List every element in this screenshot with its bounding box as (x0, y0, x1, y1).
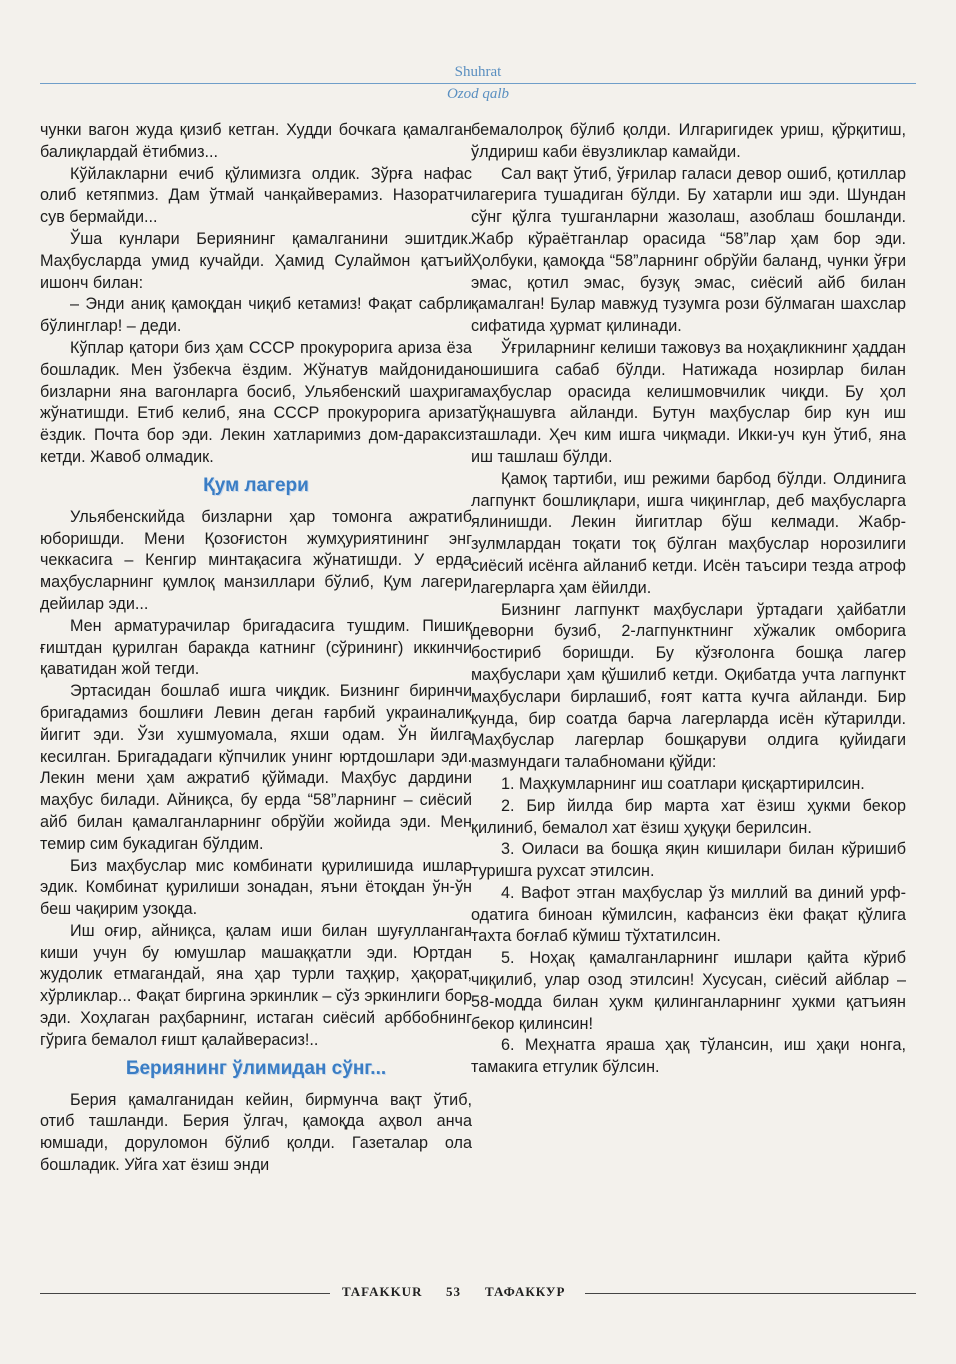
paragraph: чунки вагон жуда қизиб кетган. Худди бочкага қамалган балиқлардай ётибмиз... (40, 121, 472, 161)
paragraph: Ульябенскийда бизларни ҳар томонга ажратиб юборишди. Мени Қозоғистон жумҳуриятининг энг чеккасига – Кенгир минтақасига жўнатишди. У ерда маҳбусларнинг қумлоқ манзиллари бўлиб, Қум лагери дейилар эди... (40, 507, 472, 613)
paragraph: Иш оғир, айниқса, қалам иши билан шуғулланган киши учун бу юмушлар машаққатли эди. Юртдан жудолик етмагандай, яна ҳар турли таҳқир, ҳақорат, хўрликлар... Фақат биргина эркинлик – сўз эркинлиги бор эди. Хоҳлаган раҳбарнинг, истаган сиёсий арббобнинг гўрига бемалол ғишт қалайверасиз!.. (40, 921, 472, 1049)
header-author: Shuhrat (454, 64, 502, 80)
paragraph: Берия қамалганидан кейин, бирмунча вақт ўтиб, отиб ташланди. Берия ўлгач, қамоқда аҳвол анча юмшади, доруломон бўлиб қолди. Газеталар ола бошладик. Уйга хат ёзиш энди (40, 1090, 472, 1175)
section-heading: Бериянинг ўлимидан сўнг... (125, 1057, 387, 1079)
list-item: 2. Бир йилда бир марта хат ёзиш ҳукми бекор қилиниб, бемалол хат ёзиш ҳуқуқи берилсин. (471, 796, 906, 837)
running-footer (40, 1283, 916, 1303)
list-item: 6. Меҳнатга яраша ҳақ тўлансин, иш ҳақи нонга, тамакига етгулик бўлсин. (471, 1036, 906, 1077)
page-number: 53 (446, 1284, 461, 1299)
paragraph: Биз маҳбуслар мис комбинати қурилишида ишлар эдик. Комбинат қурилиши зонадан, яъни ётоқдан ўн-ўн беш чақирим узоқда. (40, 856, 472, 919)
paragraph: Кўйлакларни ечиб қўлимизга олдик. Зўрға нафас олиб кетяпмиз. Дам ўтмай чанқайверамиз. Назоратчи сув бермайди... (40, 164, 472, 227)
paragraph: – Энди аниқ қамоқдан чиқиб кетамиз! Фақат сабрли бўлинглар! – деди. (40, 295, 472, 336)
left-column (40, 120, 472, 1177)
paragraph: Бизнинг лагпункт маҳбуслари ўртадаги ҳайбатли деворни бузиб, 2-лагпунктнинг хўжалик омборига бостириб боришди. Бу кўзғолонга бошқа лагер маҳбуслари ҳам қўшилиб кетди. Оқибатда учта лагпункт маҳбуслари бирлашиб, ғоят катта кучга айланди. Бир кунда, бир соатда барча лагерларда исён кўтарилди. Маҳбуслар лагерлар бошқаруви олдига қуйидаги мазмундаги талабномани қўйди: (471, 600, 906, 772)
section-heading: Қум лагери (203, 474, 309, 496)
paragraph: Мен арматурачилар бригадасига тушдим. Пишиқ ғиштдан қурилган баракда катнинг (сўрининг) иккинчи қаватидан жой тегди. (40, 616, 472, 679)
list-item: 4. Вафот этган маҳбуслар ўз миллий ва диний урф-одатига биноан кўмилсин, кафансиз ёки фақат қўлига тахта боғлаб кўмиш тўхтатилсин. (471, 883, 906, 946)
paragraph: Ўғриларнинг келиши тажовуз ва ноҳақликнинг ҳаддан ошишига сабаб бўлди. Натижада нозирлар билан маҳбуслар орасида келишмовчилик чиқди. Бу ҳол тўқнашувга айланди. Бутун маҳбуслар бир кун иш ташлади. Ҳеч ким ишга чиқмади. Икки-уч кун ўтиб, яна иш ташлаш бўлди. (471, 338, 906, 466)
right-column (471, 120, 906, 1079)
paragraph: Сал вақт ўтиб, ўғрилар галаси девор ошиб, қотиллар лагерига тушадиган бўлди. Бу хатарли иш эди. Шундан сўнг қўлга тушганларни жазолаш, азоблаш бошланди. Жабр кўраётганлар орасида “58”лар ҳам бор эди. Ҳолбуки, қамоқда “58”ларнинг обрўйи баланд, чунки ўғри эмас, қотил эмас, бузуқ эмас, сиёсий айб билан қамалган! Булар мавжуд тузумга рози бўлмаган шахслар сифатида ҳурмат қилинади. (471, 164, 906, 336)
list-item: 5. Ноҳақ қамалганларнинг ишлари қайта кўриб чиқилиб, улар озод этилсин! Хусусан, сиёсий айблар – 58-модда билан ҳукм қилинганларнинг ҳукми қатъиян бекор қилинсин! (471, 949, 906, 1033)
footer-label-cyrillic: ТАФАККУР (485, 1284, 566, 1299)
header-title: Ozod qalb (446, 86, 510, 102)
list-item: 1. Маҳкумларнинг иш соатлари қисқартирилсин. (501, 774, 865, 793)
footer-label-latin: TAFAKKUR (342, 1284, 423, 1299)
paragraph: бемалолроқ бўлиб қолди. Илгаригидек уриш, қўрқитиш, ўлдириш каби ёвузликлар камайди. (471, 121, 906, 161)
paragraph: Кўплар қатори биз ҳам СССР прокурорига ариза ёза бошладик. Мен ўзбекча ёздим. Жўнатув майдонидан бизларни яна вагонларга босиб, Ульябенский шаҳрига жўнатишди. Етиб келиб, яна СССР прокурорига ариза ёздик. Почта бор эди. Лекин хатларимиз дом-дараксиз кетди. Жавоб олмадик. (40, 338, 472, 466)
paragraph: Эртасидан бошлаб ишга чиқдик. Бизнинг биринчи бригадамиз бошлиғи Левин деган ғарбий украиналик йигит эди. Ўзи хушмуомала, яхши одам. Ўн йилга кесилган. Бригададаги кўпчилик унинг юртдошлари эди. Лекин мени ҳам ажратиб қўймади. Маҳбус дардини маҳбус билади. Айниқса, бу ерда “58”ларнинг – сиёсий айб билан қамалганларнинг обрўйи жойида эди. Мен темир сим букадиган бўлдим. (40, 682, 472, 853)
list-item: 3. Оиласи ва бошқа яқин кишилари билан кўришиб туришга рухсат этилсин. (471, 840, 906, 881)
paragraph: Қамоқ тартиби, иш режими барбод бўлди. Олдинига лагпункт бошлиқлари, ишга чиқинглар, деб маҳбусларга ялинишди. Лекин йигитлар бўш келмади. Жабр-зулмлардан тоқати тоқ бўлган маҳбуслар норозилиги сиёсий исёнга айланиб кетди. Исён таъсири тезда атроф лагерларга ҳам ёйилди. (471, 469, 906, 597)
running-header (40, 62, 916, 104)
footer-rule-right (585, 1293, 916, 1294)
footer-rule-left (40, 1293, 330, 1294)
paragraph: Ўша кунлари Бериянинг қамалганини эшитдик. Маҳбусларда умид кучайди. Ҳамид Сулаймон қатъий ишонч билан: (40, 229, 472, 292)
